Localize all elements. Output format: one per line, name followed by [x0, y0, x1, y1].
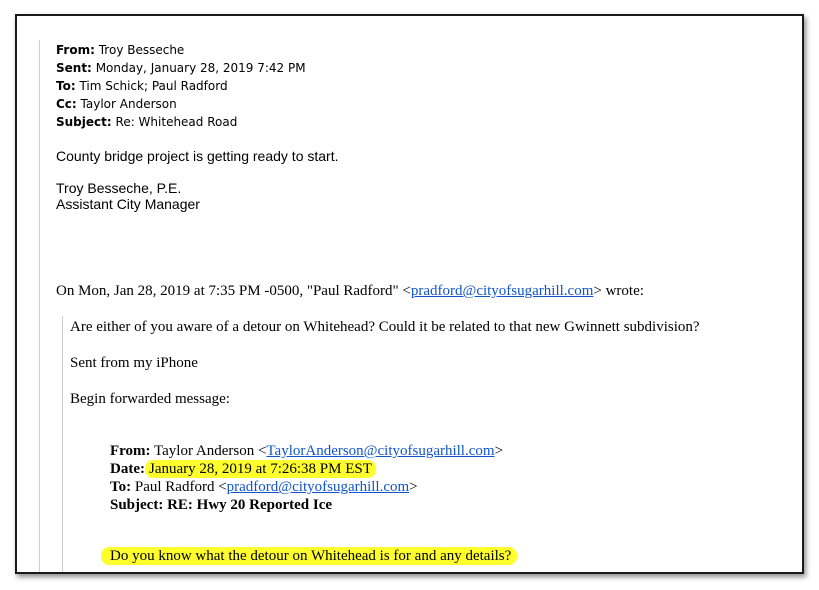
quote-intro — [56, 282, 644, 300]
header-cc — [56, 95, 177, 113]
message-text: County bridge project is getting ready to start. — [56, 148, 339, 164]
fwd-date-label: Date: — [110, 461, 145, 477]
quote-bar-inner — [62, 316, 63, 574]
fwd-to-email-link[interactable]: pradford@cityofsugarhill.com — [226, 479, 410, 495]
quote-sent-from: Sent from my iPhone — [70, 355, 198, 371]
from-label: From: — [56, 43, 95, 57]
fwd-from-name: Taylor Anderson < — [154, 443, 267, 459]
to-value: Tim Schick; Paul Radford — [79, 79, 228, 93]
from-value: Troy Besseche — [98, 43, 185, 57]
fwd-body-highlighted: Do you know what the detour on Whitehead is for and any details? — [101, 547, 517, 565]
subject-label: Subject: — [56, 115, 112, 129]
fwd-from-email-link[interactable]: TaylorAnderson@cityofsugarhill.com — [266, 443, 495, 459]
header-from — [56, 41, 184, 59]
email-document — [15, 14, 804, 574]
subject-value: Re: Whitehead Road — [115, 115, 238, 129]
fwd-to — [110, 478, 418, 496]
header-subject — [56, 113, 237, 131]
quote-intro-prefix: On Mon, Jan 28, 2019 at 7:35 PM -0500, "Paul Radford" < — [56, 283, 411, 299]
fwd-body — [101, 547, 517, 565]
fwd-subject-value: RE: Hwy 20 Reported Ice — [167, 497, 333, 513]
signature-name: Troy Besseche, P.E. — [56, 180, 182, 196]
fwd-to-suffix: > — [409, 479, 418, 495]
cc-label: Cc: — [56, 97, 77, 111]
fwd-from-label: From: — [110, 443, 151, 459]
quote-bar-outer — [39, 40, 40, 574]
fwd-subject-label: Subject: — [110, 497, 164, 513]
fwd-to-label: To: — [110, 479, 132, 495]
quote-forwarded: Begin forwarded message: — [70, 391, 230, 407]
signature-title: Assistant City Manager — [56, 196, 200, 212]
quote-intro-suffix: > wrote: — [593, 283, 644, 299]
header-sent — [56, 59, 306, 77]
sent-value: Monday, January 28, 2019 7:42 PM — [95, 61, 306, 75]
to-label: To: — [56, 79, 76, 93]
quote-question: Are either of you aware of a detour on Whitehead? Could it be related to that new Gwinnett subdivision? — [70, 319, 700, 335]
header-to — [56, 77, 228, 95]
sent-label: Sent: — [56, 61, 92, 75]
cc-value: Taylor Anderson — [80, 97, 177, 111]
fwd-to-name: Paul Radford < — [134, 479, 227, 495]
intro-email-link[interactable]: pradford@cityofsugarhill.com — [410, 283, 594, 299]
fwd-subject — [110, 496, 332, 514]
fwd-from — [110, 442, 503, 460]
fwd-date-value-highlighted: January 28, 2019 at 7:26:38 PM EST — [145, 460, 376, 478]
fwd-date — [110, 460, 376, 478]
fwd-from-suffix: > — [494, 443, 504, 459]
